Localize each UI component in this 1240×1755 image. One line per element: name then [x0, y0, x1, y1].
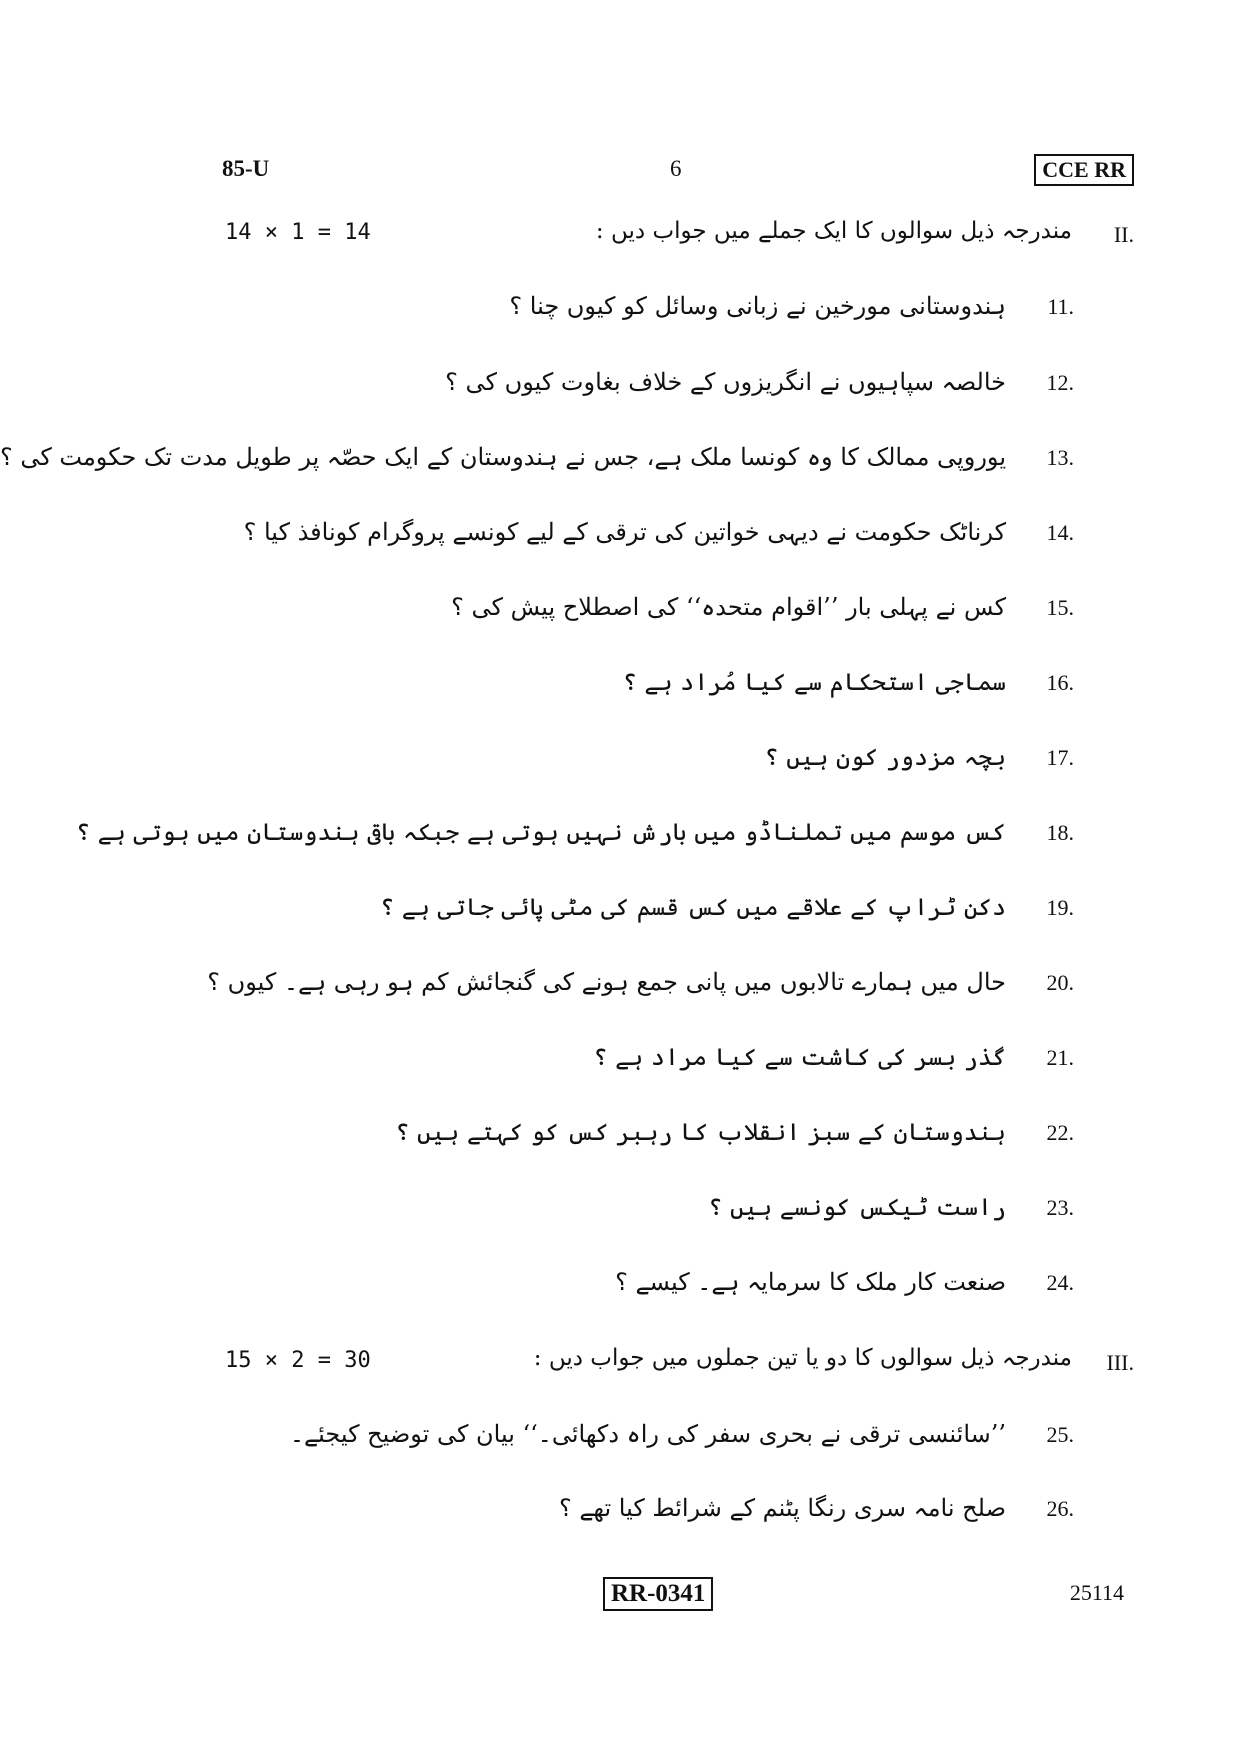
question-number: 14. [1046, 520, 1074, 545]
question-text: کس نے پہلی بار ’’اقوام متحدہ‘‘ کی اصطلاح پیش کی ؟ [451, 593, 1006, 621]
question-24 [615, 1268, 1074, 1296]
question-text: کس موسم میں تملناڈو میں بارش نہیں ہوتی ہے جبکہ باقی ہندوستان میں ہوتی ہے ؟ [75, 818, 1006, 846]
question-25 [290, 1420, 1074, 1448]
question-text: ’’سائنسی ترقی نے بحری سفر کی راہ دکھائی۔‘‘ بیان کی توضیح کیجئے۔ [289, 1420, 1006, 1448]
question-20 [207, 968, 1074, 996]
question-text: ہندوستان کے سبز انقلاب کا رہبر کس کو کہتے ہیں ؟ [395, 1118, 1006, 1146]
question-17 [765, 743, 1074, 771]
question-text: دکن ٹراپ کے علاقے میں کس قسم کی مٹی پائی جاتی ہے ؟ [380, 893, 1006, 921]
question-15 [451, 593, 1074, 621]
question-number: 11. [1047, 294, 1074, 319]
question-number: 24. [1046, 1270, 1074, 1295]
question-text: حال میں ہمارے تالابوں میں پانی جمع ہونے کی گنجائش کم ہو رہی ہے۔ کیوں ؟ [207, 968, 1006, 996]
question-text: سماجی استحکام سے کیا مُراد ہے ؟ [622, 668, 1006, 696]
question-number: 26. [1046, 1496, 1074, 1521]
question-number: 17. [1046, 745, 1074, 770]
question-text: راست ٹیکس کونسے ہیں ؟ [708, 1193, 1006, 1221]
question-number: 25. [1046, 1422, 1074, 1447]
question-text: خالصہ سپاہیوں نے انگریزوں کے خلاف بغاوت کیوں کی ؟ [445, 368, 1006, 396]
question-number: 21. [1046, 1045, 1074, 1070]
question-text: ہندوستانی مورخین نے زبانی وسائل کو کیوں چنا ؟ [509, 292, 1006, 320]
question-19 [380, 893, 1074, 921]
question-12 [445, 368, 1074, 396]
section-2-marks: 14 × 1 = 14 [225, 220, 371, 245]
question-number: 12. [1046, 370, 1074, 395]
question-11 [509, 292, 1074, 320]
question-number: 23. [1046, 1195, 1074, 1220]
series-box: CCE RR [1034, 154, 1134, 186]
section-3-number: III. [1106, 1350, 1134, 1375]
section-2-number: II. [1113, 222, 1134, 247]
question-number: 19. [1046, 895, 1074, 920]
question-number: 15. [1046, 595, 1074, 620]
question-26 [559, 1494, 1074, 1522]
question-text: صلح نامہ سری رنگا پٹنم کے شرائط کیا تھے ؟ [559, 1494, 1006, 1522]
question-18 [76, 818, 1074, 846]
footer-code-box: RR-0341 [603, 1577, 713, 1611]
footer-number: 25114 [1069, 1580, 1124, 1605]
question-number: 22. [1046, 1120, 1074, 1145]
question-text: یوروپی ممالک کا وہ کونسا ملک ہے، جس نے ہندوستان کے ایک حصّہ پر طویل مدت تک حکومت کی ؟ [0, 443, 1006, 471]
question-number: 16. [1046, 670, 1074, 695]
question-23 [708, 1193, 1074, 1221]
question-text: گذر بسر کی کاشت سے کیا مراد ہے ؟ [593, 1043, 1006, 1071]
question-number: 18. [1046, 820, 1074, 845]
question-22 [395, 1118, 1074, 1146]
section-3-instruction: مندرجہ ذیل سوالوں کا دو یا تین جملوں میں جواب دیں : [533, 1345, 1072, 1371]
question-text: صنعت کار ملک کا سرمایہ ہے۔ کیسے ؟ [615, 1268, 1006, 1296]
section-3-marks: 15 × 2 = 30 [225, 1348, 371, 1373]
paper-code: 85-U [222, 156, 270, 181]
question-text: کرناٹک حکومت نے دیہی خواتین کی ترقی کے لیے کونسے پروگرام کونافذ کیا ؟ [243, 518, 1006, 546]
question-14 [244, 518, 1074, 546]
page-number: 6 [670, 156, 682, 181]
question-number: 20. [1046, 970, 1074, 995]
question-13 [0, 443, 1074, 471]
question-21 [593, 1043, 1074, 1071]
section-2-instruction: مندرجہ ذیل سوالوں کا ایک جملے میں جواب دیں : [595, 218, 1072, 244]
question-text: بچہ مزدور کون ہیں ؟ [764, 743, 1006, 771]
question-number: 13. [1046, 445, 1074, 470]
question-16 [623, 668, 1074, 696]
